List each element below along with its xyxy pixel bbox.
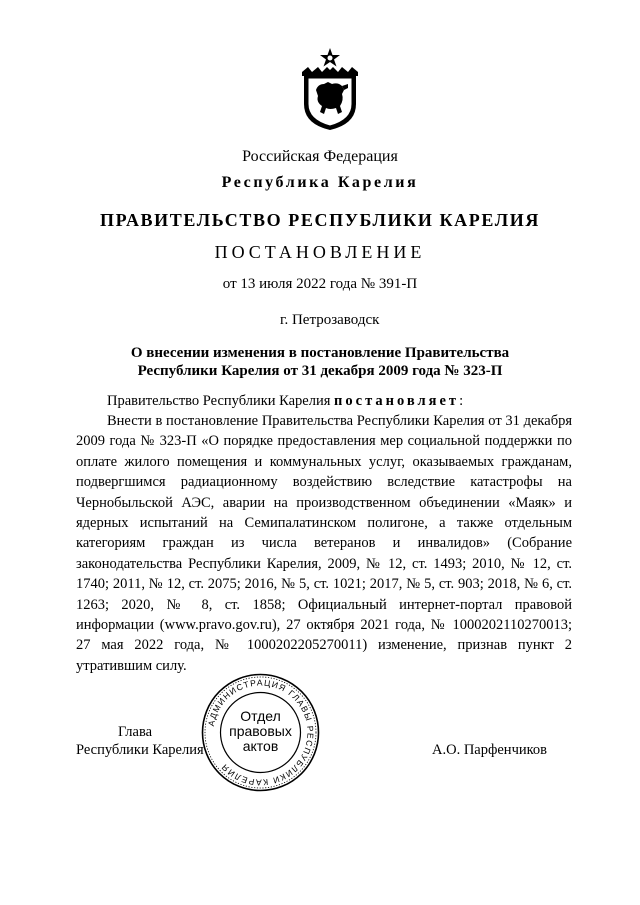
- republic-name: Республика Карелия: [221, 174, 419, 191]
- coat-of-arms-emblem: [298, 46, 362, 132]
- government-heading: ПРАВИТЕЛЬСТВО РЕСПУБЛИКИ КАРЕЛИЯ: [100, 210, 540, 230]
- date-and-number: от 13 июля 2022 года № 391-П: [222, 276, 418, 292]
- document-title: [0, 344, 640, 380]
- intro-spaced-word: постановляет: [334, 393, 460, 409]
- stamp-line-1: Отдел: [240, 708, 281, 724]
- city-name: г. Петрозаводск: [280, 312, 380, 328]
- country-name: Российская Федерация: [242, 148, 398, 165]
- resolution-intro: [107, 393, 463, 410]
- signatory-subtitle: Республики Карелия: [76, 742, 204, 758]
- title-line-1: О внесении изменения в постановление Правительства: [130, 345, 510, 361]
- stamp-ring-text: АДМИНИСТРАЦИЯ ГЛАВЫ РЕСПУБЛИКИ КАРЕЛИЯ: [205, 677, 316, 788]
- intro-suffix: :: [459, 393, 464, 409]
- signatory-title: Глава: [118, 724, 153, 740]
- resolution-body-text: Внести в постановление Правительства Республики Карелия от 31 декабря 2009 года № 323-П «О порядке предоставления мер социальной поддержки по оплате жилого помещения и коммунальных услуг, оказываемых гражданам, подвергшимся радиационному воздействию вследствие катастрофы на Чернобыльской АЭС, аварии на производственном объединении «Маяк» и ядерных испытаний на Семипалатинском полигоне, а также отдельным категориям граждан из числа ветеранов и инвалидов» (Собрание законодательства Республики Карелия, 2009, № 12, ст. 1493; 2010, № 12, ст. 1740; 2011, № 12, ст. 2075; 2016, № 5, ст. 1021; 2017, № 5, ст. 903; 2018, № 6, ст. 1263; 2020, № 8, ст. 1858; Официальный интернет-портал правовой информации (www.pravo.gov.ru), 27 октября 2021 года, № 1000202110270013; 27 мая 2022 года, № 1000202205270011) изменение, признав пункт 2 утратившим силу.: [76, 413, 572, 674]
- stamp-line-2: правовых: [229, 723, 292, 739]
- document-type: ПОСТАНОВЛЕНИЕ: [214, 242, 426, 262]
- signatory-name: А.О. Парфенчиков: [432, 742, 548, 758]
- stamp-line-3: актов: [242, 738, 279, 754]
- official-stamp: [198, 670, 323, 795]
- title-line-2: Республики Карелия от 31 декабря 2009 года № 323-П: [137, 363, 503, 379]
- intro-prefix: Правительство Республики Карелия: [107, 393, 335, 409]
